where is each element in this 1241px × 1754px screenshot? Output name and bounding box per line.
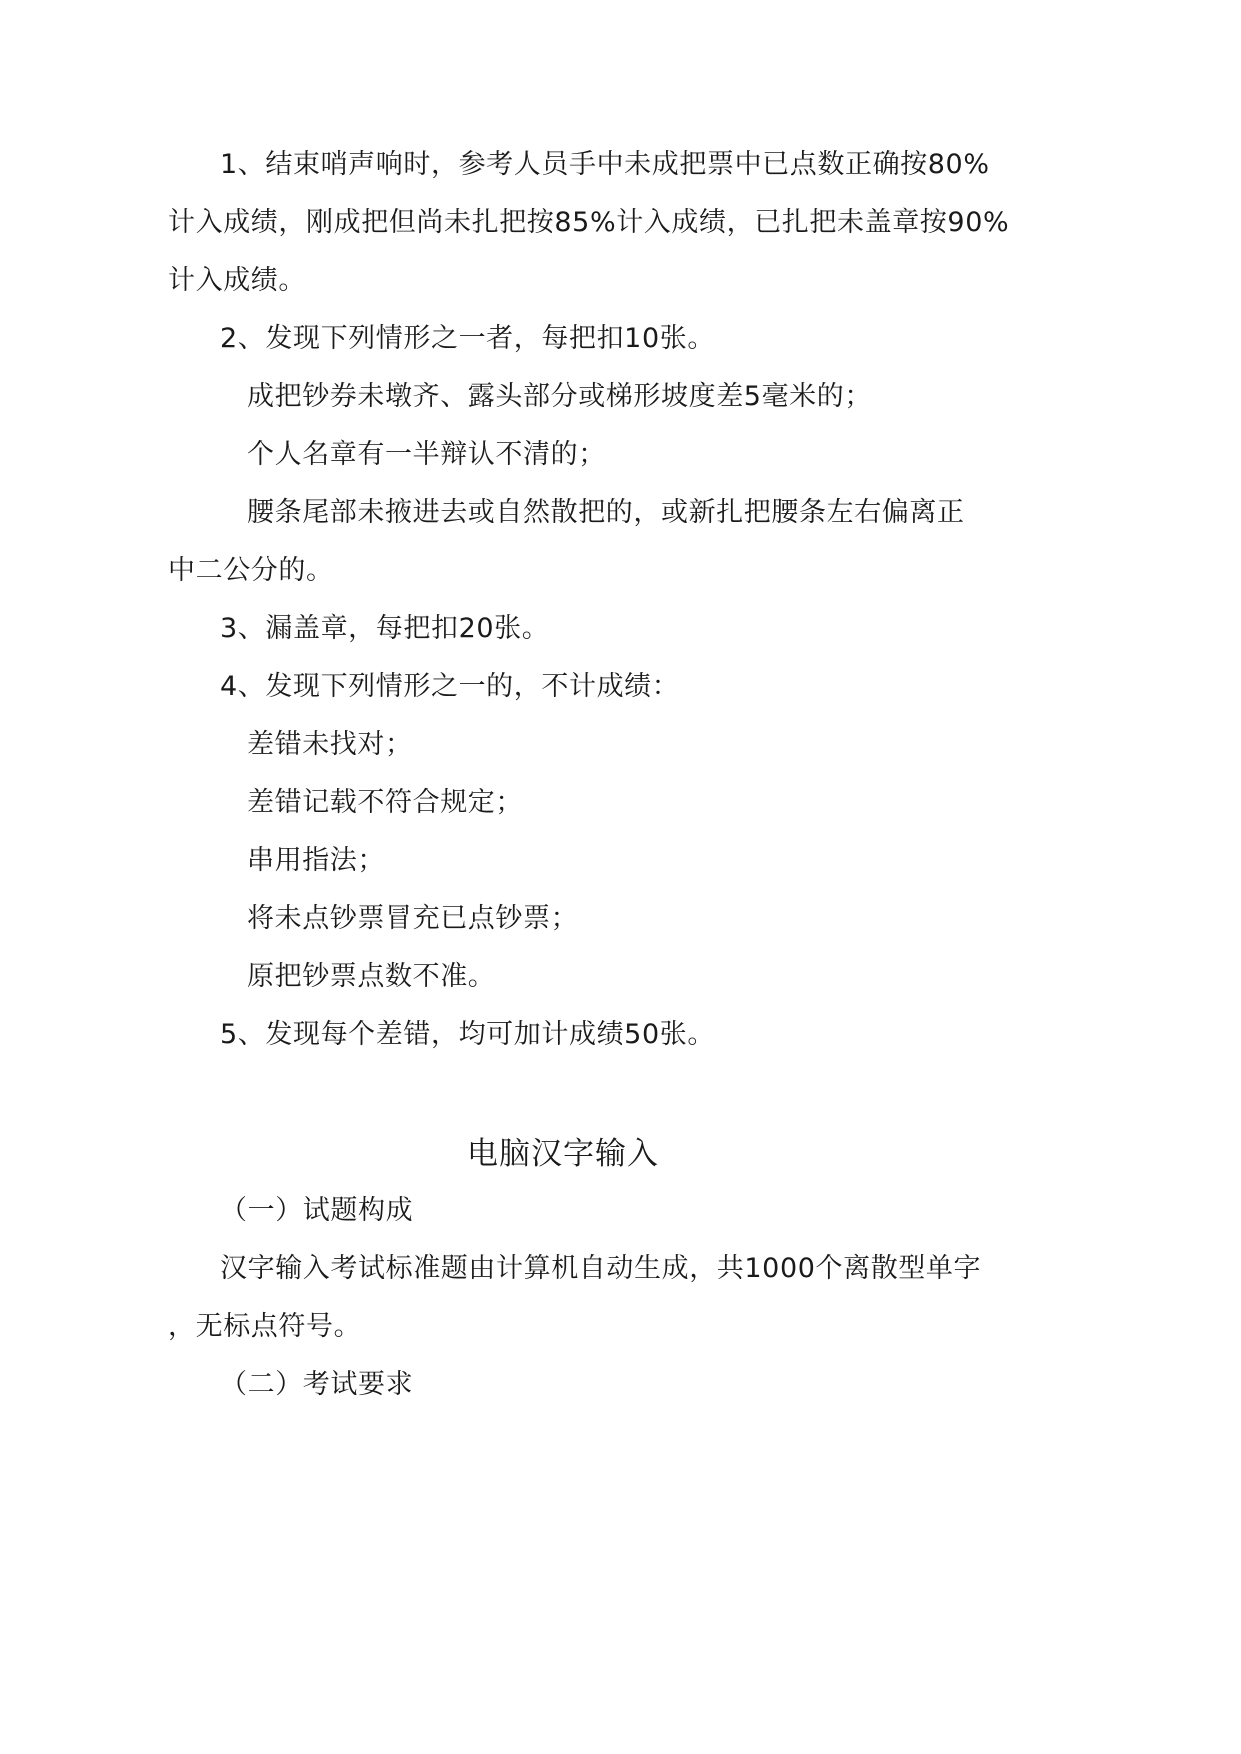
rule-4-case-1: 差错未找对； xyxy=(247,729,413,760)
rule-4-case-4: 将未点钞票冒充已点钞票； xyxy=(247,903,579,934)
rule-2-case-2: 个人名章有一半辩认不清的； xyxy=(247,439,606,470)
rule-2-case-1: 成把钞券未墩齐、露头部分或梯形坡度差5毫米的； xyxy=(247,381,872,412)
rule-2-case-3-continued: 中二公分的。 xyxy=(168,555,334,586)
section-title: 电脑汉字输入 xyxy=(467,1136,659,1172)
rule-4-case-2: 差错记载不符合规定； xyxy=(247,787,523,818)
paragraph-1-line-2: ，无标点符号。 xyxy=(168,1311,362,1342)
rule-2-intro: 2、发现下列情形之一者，每把扣10张。 xyxy=(220,323,715,354)
rule-3: 3、漏盖章，每把扣20张。 xyxy=(220,613,550,644)
subsection-2-heading: （二）考试要求 xyxy=(220,1369,414,1400)
rule-4-case-3: 串用指法； xyxy=(247,845,385,876)
rule-2-case-3: 腰条尾部未掖进去或自然散把的，或新扎把腰条左右偏离正 xyxy=(247,497,965,528)
rule-1-line-1: 1、结束哨声响时，参考人员手中未成把票中已点数正确按80% xyxy=(220,149,990,180)
paragraph-1-line-1: 汉字输入考试标准题由计算机自动生成，共1000个离散型单字 xyxy=(220,1253,982,1284)
rule-1-line-2: 计入成绩，刚成把但尚未扎把按85%计入成绩，已扎把未盖章按90% xyxy=(168,207,1010,238)
rule-4-case-5: 原把钞票点数不准。 xyxy=(247,961,496,992)
subsection-1-heading: （一）试题构成 xyxy=(220,1195,414,1226)
rule-1-line-3: 计入成绩。 xyxy=(168,265,306,296)
rule-4-intro: 4、发现下列情形之一的，不计成绩： xyxy=(220,671,680,702)
rule-5: 5、发现每个差错，均可加计成绩50张。 xyxy=(220,1019,715,1050)
